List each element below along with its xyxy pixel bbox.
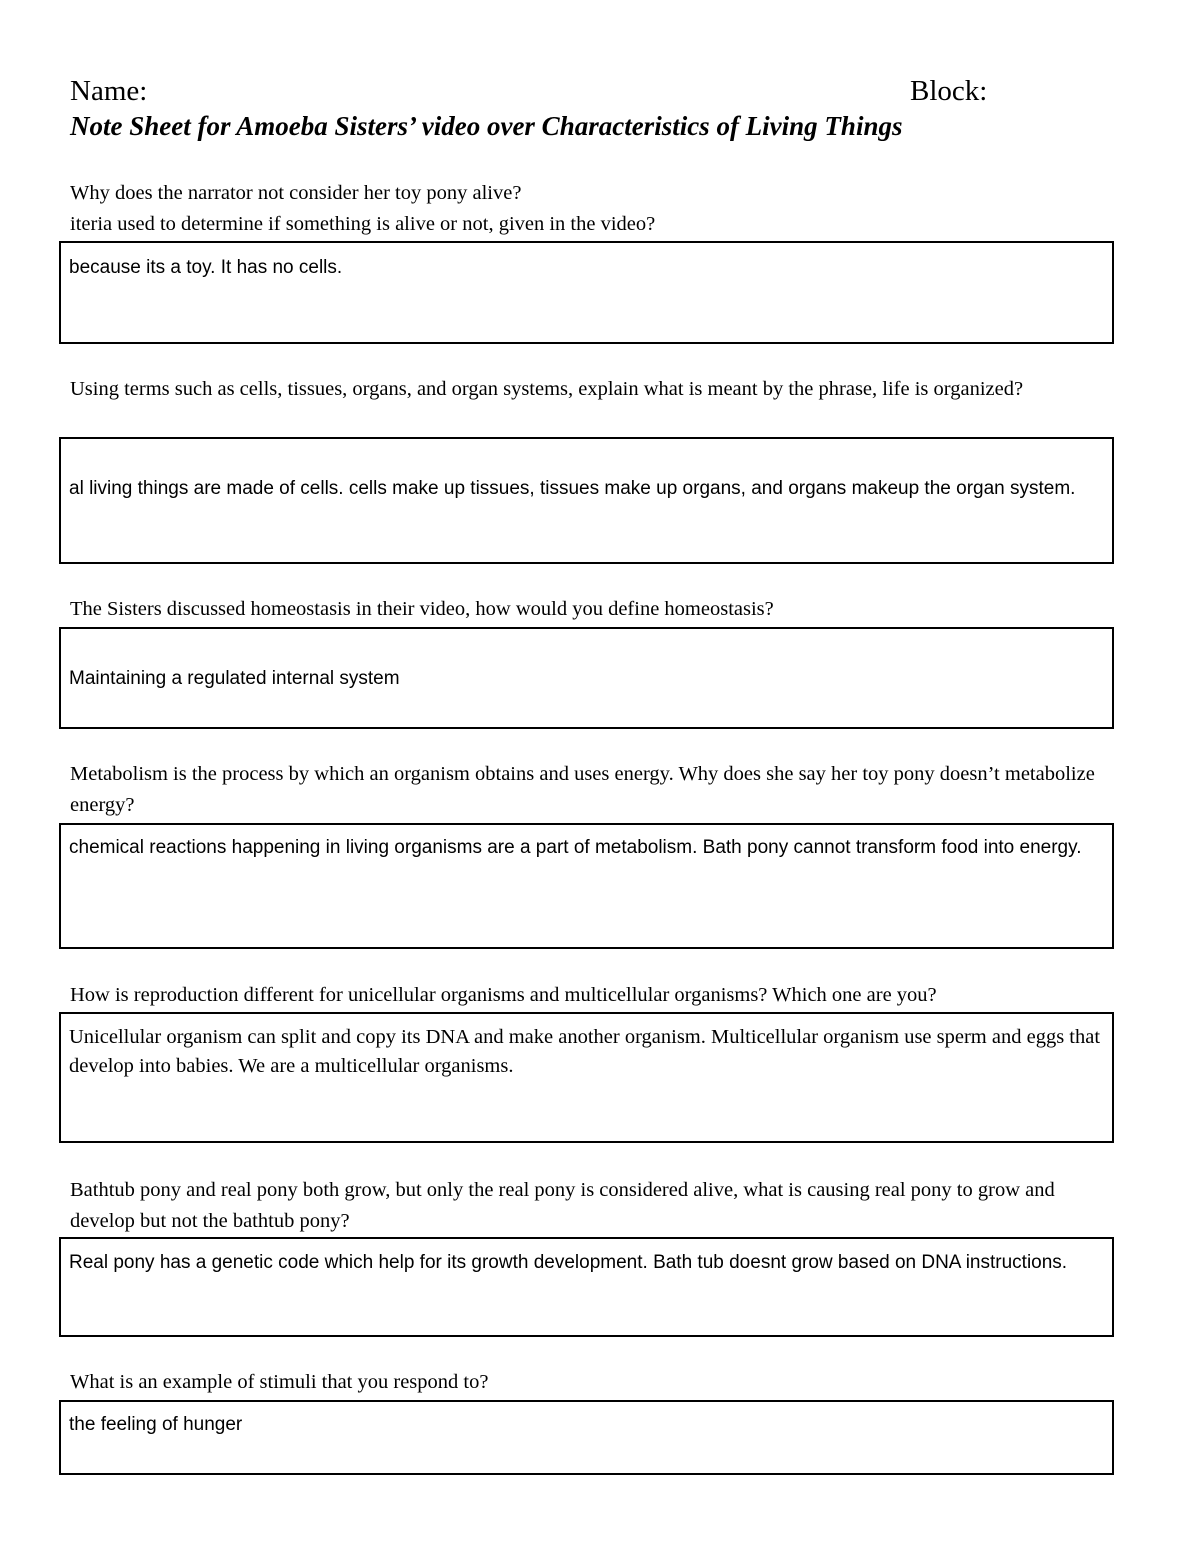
question-4-prompt: Metabolism is the process by which an organism obtains and uses energy. Why does she say her toy pony doesn’t metabolize energy?	[70, 763, 1095, 816]
question-7-prompt: What is an example of stimuli that you respond to?	[70, 1371, 489, 1393]
answer-7-text: the feeling of hunger	[69, 1414, 243, 1435]
question-1-line-2: iteria used to determine if something is alive or not, given in the video?	[70, 213, 656, 235]
question-1-prompt	[70, 178, 1120, 240]
name-label: Name:	[70, 75, 148, 107]
answer-6-text: Real pony has a genetic code which help for its growth development. Bath tub doesnt grow based on DNA instructions.	[69, 1252, 1068, 1273]
question-3-prompt: The Sisters discussed homeostasis in their video, how would you define homeostasis?	[70, 598, 774, 620]
question-1-line-1: Why does the narrator not consider her toy pony alive?	[70, 182, 522, 204]
answer-4-text: chemical reactions happening in living organisms are a part of metabolism. Bath pony cannot transform food into energy.	[69, 837, 1082, 858]
question-2-prompt: Using terms such as cells, tissues, organs, and organ systems, explain what is meant by the phrase, life is organized?	[70, 378, 1024, 400]
worksheet-title: Note Sheet for Amoeba Sisters’ video over Characteristics of Living Things	[70, 111, 903, 141]
answer-2-text: al living things are made of cells. cells make up tissues, tissues make up organs, and organs makeup the organ system.	[69, 478, 1076, 499]
answer-3-text: Maintaining a regulated internal system	[69, 668, 400, 689]
question-6-prompt: Bathtub pony and real pony both grow, but only the real pony is considered alive, what is causing real pony to grow and develop but not the bathtub pony?	[70, 1179, 1055, 1232]
answer-5-text: Unicellular organism can split and copy its DNA and make another organism. Multicellular organism use sperm and eggs that develop into babies. We are a multicellular organisms.	[69, 1026, 1101, 1077]
question-5-prompt: How is reproduction different for unicellular organisms and multicellular organisms? Which one are you?	[70, 984, 937, 1006]
block-label: Block:	[910, 75, 988, 107]
answer-1-text: because its a toy. It has no cells.	[69, 257, 343, 278]
